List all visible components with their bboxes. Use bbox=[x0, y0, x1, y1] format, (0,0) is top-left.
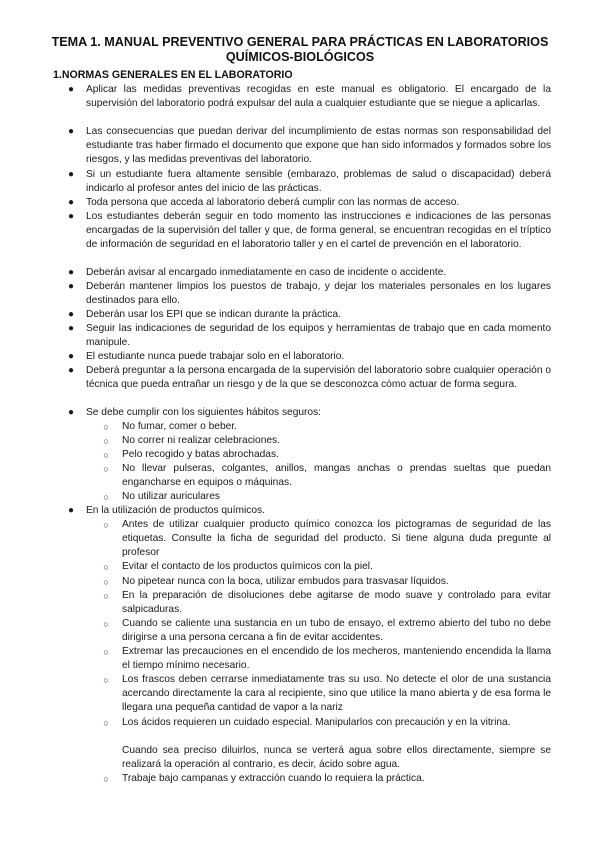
list-item: Los estudiantes deberán seguir en todo momento las instrucciones e indicaciones de las personas encargadas de la supervisión del taller y que, de forma general, se encuentran recogidas en el tríptico de información de seguridad en el laboratorio taller y en el cartel de prevención en el laboratorio. bbox=[86, 211, 551, 251]
bullet-icon: ● bbox=[67, 169, 75, 180]
list-item: Las consecuencias que puedan derivar del incumplimiento de estas normas son responsabilidad del estudiante tras haber firmado el documento que expone que han sido informados y formados sobre los riesgos, y las medidas preventivas del laboratorio. bbox=[86, 126, 551, 166]
list-item: Se debe cumplir con los siguientes hábitos seguros: bbox=[86, 407, 322, 418]
list-item: Deberá preguntar a la persona encargada de la supervisión del laboratorio sobre cualquier operación o técnica que pueda entrañar un riesgo y de la que se desconozca cómo actuar de forma segura. bbox=[86, 365, 551, 391]
sub-list-item: Antes de utilizar cualquier producto químico conozca los pictogramas de seguridad de las etiquetas. Consulte la ficha de seguridad del producto. Si tiene alguna duda pregunte al profesor bbox=[122, 519, 551, 559]
sub-list-item: Pelo recogido y batas abrochadas. bbox=[122, 449, 279, 460]
acid-dilution-note: Cuando sea preciso diluirlos, nunca se verterá agua sobre ellos directamente, siempre se realizará la operación al contrario, es decir, ácido sobre agua. bbox=[122, 745, 551, 771]
bullet-icon: ● bbox=[67, 84, 75, 95]
sub-list-item: No correr ni realizar celebraciones. bbox=[122, 435, 280, 446]
sub-list-item: Cuando se caliente una sustancia en un tubo de ensayo, el extremo abierto del tubo no debe dirigirse a una persona cercana a fin de evitar accidentes. bbox=[122, 618, 551, 644]
list-item: Deberán usar los EPI que se indican durante la práctica. bbox=[86, 309, 341, 320]
sub-bullet-icon: ○ bbox=[103, 647, 109, 657]
sub-bullet-icon: ○ bbox=[103, 562, 109, 572]
bullet-icon: ● bbox=[67, 197, 75, 208]
list-item: Si un estudiante fuera altamente sensible (embarazo, problemas de salud o discapacidad) deberá indicarlo al profesor antes del inicio de las prácticas. bbox=[86, 169, 551, 195]
bullet-icon: ● bbox=[67, 281, 75, 292]
list-item: Toda persona que acceda al laboratorio deberá cumplir con las normas de acceso. bbox=[86, 197, 460, 208]
section-heading: 1.NORMAS GENERALES EN EL LABORATORIO bbox=[53, 69, 293, 81]
sub-list-item: No llevar pulseras, colgantes, anillos, mangas anchas o prendas sueltas que puedan engancharse en equipos o máquinas. bbox=[122, 463, 551, 489]
sub-bullet-icon: ○ bbox=[103, 520, 109, 530]
sub-bullet-icon: ○ bbox=[103, 464, 109, 474]
sub-bullet-icon: ○ bbox=[103, 450, 109, 460]
bullet-icon: ● bbox=[67, 505, 75, 516]
sub-bullet-icon: ○ bbox=[103, 422, 109, 432]
sub-list-item: Los ácidos requieren un cuidado especial. Manipularlos con precaución y en la vitrina. bbox=[122, 717, 511, 728]
sub-bullet-icon: ○ bbox=[103, 718, 109, 728]
sub-list-item: En la preparación de disoluciones debe agitarse de modo suave y controlado para evitar salpicaduras. bbox=[122, 590, 551, 616]
bullet-icon: ● bbox=[67, 351, 75, 362]
document-title: TEMA 1. MANUAL PREVENTIVO GENERAL PARA PRÁCTICAS EN LABORATORIOS QUÍMICOS-BIOLÓGICOS bbox=[51, 35, 549, 64]
bullet-icon: ● bbox=[67, 126, 75, 137]
list-item: Aplicar las medidas preventivas recogidas en este manual es obligatorio. El encargado de la supervisión del laboratorio podrá expulsar del aula a cualquier estudiante que se niegue a aplicarlas. bbox=[86, 84, 551, 110]
sub-bullet-icon: ○ bbox=[103, 774, 109, 784]
sub-bullet-icon: ○ bbox=[103, 675, 109, 685]
sub-bullet-icon: ○ bbox=[103, 577, 109, 587]
sub-list-item: No utilizar auriculares bbox=[122, 491, 220, 502]
list-item: En la utilización de productos químicos. bbox=[86, 505, 265, 516]
bullet-icon: ● bbox=[67, 407, 75, 418]
list-item: Deberán avisar al encargado inmediatamente en caso de incidente o accidente. bbox=[86, 267, 447, 278]
bullet-icon: ● bbox=[67, 323, 75, 334]
sub-bullet-icon: ○ bbox=[103, 492, 109, 502]
list-item: Deberán mantener limpios los puestos de trabajo, y dejar los materiales personales en los lugares destinados para ello. bbox=[86, 281, 551, 307]
sub-list-item: Extremar las precauciones en el encendido de los mecheros, manteniendo encendida la llama el tiempo mínimo necesario. bbox=[122, 646, 551, 672]
sub-bullet-icon: ○ bbox=[103, 619, 109, 629]
bullet-icon: ● bbox=[67, 267, 75, 278]
sub-list-item: No fumar, comer o beber. bbox=[122, 421, 237, 432]
bullet-icon: ● bbox=[67, 309, 75, 320]
sub-bullet-icon: ○ bbox=[103, 436, 109, 446]
sub-list-item: Evitar el contacto de los productos químicos con la piel. bbox=[122, 561, 373, 572]
list-item: Seguir las indicaciones de seguridad de los equipos y herramientas de trabajo que en cada momento manipule. bbox=[86, 323, 551, 349]
bullet-icon: ● bbox=[67, 365, 75, 376]
sub-list-item: Trabaje bajo campanas y extracción cuando lo requiera la práctica. bbox=[122, 773, 425, 784]
bullet-icon: ● bbox=[67, 211, 75, 222]
list-item: El estudiante nunca puede trabajar solo en el laboratorio. bbox=[86, 351, 345, 362]
sub-list-item: Los frascos deben cerrarse inmediatamente tras su uso. No detecte el olor de una sustancia acercando directamente la cara al recipiente, sino que utilice la mano abierta y de esa forma le llegara una pequeña cantidad de vapor a la nariz bbox=[122, 674, 551, 714]
sub-list-item: No pipetear nunca con la boca, utilizar embudos para trasvasar líquidos. bbox=[122, 576, 449, 587]
sub-bullet-icon: ○ bbox=[103, 591, 109, 601]
